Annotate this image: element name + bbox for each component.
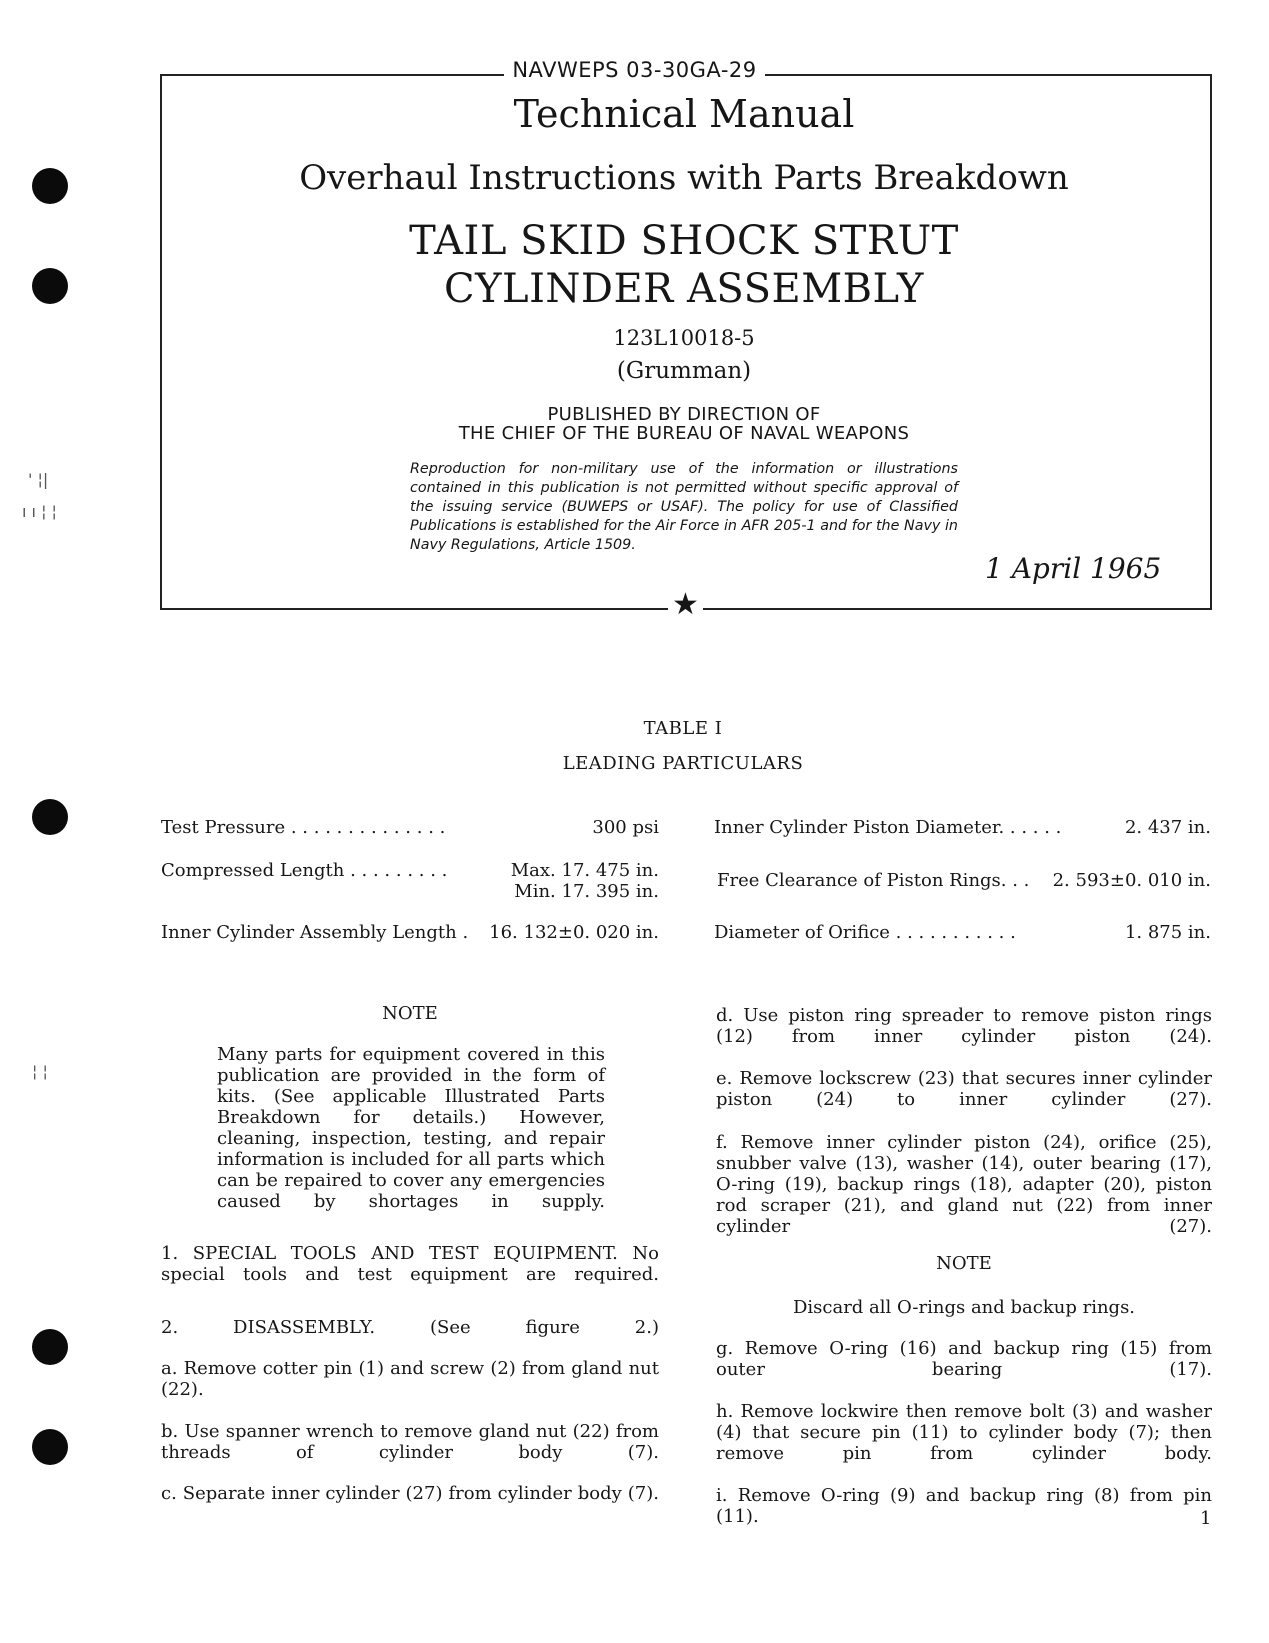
table-value: Min. 17. 395 in.: [514, 881, 659, 902]
table-label: Compressed Length . . . . . . . . .: [161, 860, 448, 881]
document-number: NAVWEPS 03-30GA-29: [0, 58, 1269, 82]
step-h: h. Remove lockwire then remove bolt (3) and washer (4) that secure pin (11) to cylinder body (7); then remove pin from cylinder body.: [716, 1401, 1212, 1464]
punch-hole: [32, 168, 68, 204]
manual-title: Technical Manual: [513, 92, 855, 136]
table-label: Inner Cylinder Assembly Length .: [161, 922, 469, 943]
table-label: Test Pressure . . . . . . . . . . . . . .: [161, 817, 446, 838]
table-value: 2. 437 in.: [1124, 817, 1211, 838]
table-value: Max. 17. 475 in.: [510, 860, 659, 881]
page-number: 1: [1200, 1508, 1212, 1529]
step-b: b. Use spanner wrench to remove gland nut (22) from threads of cylinder body (7).: [161, 1421, 659, 1463]
table-value: 16. 132±0. 020 in.: [489, 922, 659, 943]
step-c: c. Separate inner cylinder (27) from cylinder body (7).: [161, 1483, 659, 1504]
published-by-line2: THE CHIEF OF THE BUREAU OF NAVAL WEAPONS: [458, 423, 910, 444]
scan-mark: ı ı ¦ ¦: [22, 502, 57, 521]
table-value: 1. 875 in.: [1124, 922, 1211, 943]
note-text: Many parts for equipment covered in this publication are provided in the form of kits. (See applicable Illustrated Parts Breakdown for details.) However, cleaning, inspection, testing, and repair information is included for all parts which can be repaired to cover any emergencies caused by shortages in supply.: [217, 1044, 605, 1212]
published-by-line1: PUBLISHED BY DIRECTION OF: [547, 404, 821, 425]
punch-hole: [32, 799, 68, 835]
table-title: LEADING PARTICULARS: [562, 753, 804, 774]
step-a: a. Remove cotter pin (1) and screw (2) from gland nut (22).: [161, 1358, 659, 1400]
manual-subtitle: Overhaul Instructions with Parts Breakdown: [299, 158, 1069, 198]
step-g: g. Remove O-ring (16) and backup ring (15) from outer bearing (17).: [716, 1338, 1212, 1380]
table-row: [161, 860, 659, 904]
step-d: d. Use piston ring spreader to remove piston rings (12) from inner cylinder piston (24).: [716, 1005, 1212, 1047]
table-label: Inner Cylinder Piston Diameter. . . . . .: [714, 817, 1062, 838]
table-value: 300 psi: [592, 817, 659, 838]
note-heading: NOTE: [936, 1253, 992, 1274]
scan-mark: ¦ ¦: [32, 1062, 48, 1081]
table-caption: TABLE I: [643, 718, 723, 739]
table-label: Diameter of Orifice . . . . . . . . . . .: [714, 922, 1016, 943]
item-title-line1: TAIL SKID SHOCK STRUT: [409, 218, 959, 264]
note-heading: NOTE: [382, 1003, 438, 1024]
punch-hole: [32, 1329, 68, 1365]
section-special-tools: 1. SPECIAL TOOLS AND TEST EQUIPMENT. No special tools and test equipment are required.: [161, 1243, 659, 1285]
step-e: e. Remove lockscrew (23) that secures inner cylinder piston (24) to inner cylinder (27).: [716, 1068, 1212, 1110]
table-label: Free Clearance of Piston Rings. . .: [717, 870, 1030, 891]
manufacturer: (Grumman): [616, 358, 752, 384]
star-icon: ★: [668, 590, 703, 620]
part-number: 123L10018-5: [613, 326, 755, 350]
table-value: 2. 593±0. 010 in.: [1052, 870, 1211, 891]
step-i: i. Remove O-ring (9) and backup ring (8) from pin (11).: [716, 1485, 1212, 1527]
punch-hole: [32, 1429, 68, 1465]
punch-hole: [32, 268, 68, 304]
publication-date: 1 April 1965: [985, 552, 1162, 585]
scan-mark: ' ¦|: [28, 470, 49, 489]
step-f: f. Remove inner cylinder piston (24), orifice (25), snubber valve (13), washer (14), outer bearing (17), O-ring (19), backup rings (18), adapter (20), piston rod scraper (21), and gland nut (22) from inner cylinder (27).: [716, 1132, 1212, 1237]
reproduction-notice: Reproduction for non-military use of the information or illustrations contained in this publication is not permitted without specific approval of the issuing service (BUWEPS or USAF). The policy for use of Classified Publications is established for the Air Force in AFR 205-1 and for the Navy in Navy Regulations, Article 1509.: [410, 461, 958, 553]
section-disassembly: 2. DISASSEMBLY. (See figure 2.): [161, 1317, 659, 1338]
item-title-line2: CYLINDER ASSEMBLY: [444, 266, 924, 312]
note-text: Discard all O-rings and backup rings.: [792, 1297, 1136, 1318]
